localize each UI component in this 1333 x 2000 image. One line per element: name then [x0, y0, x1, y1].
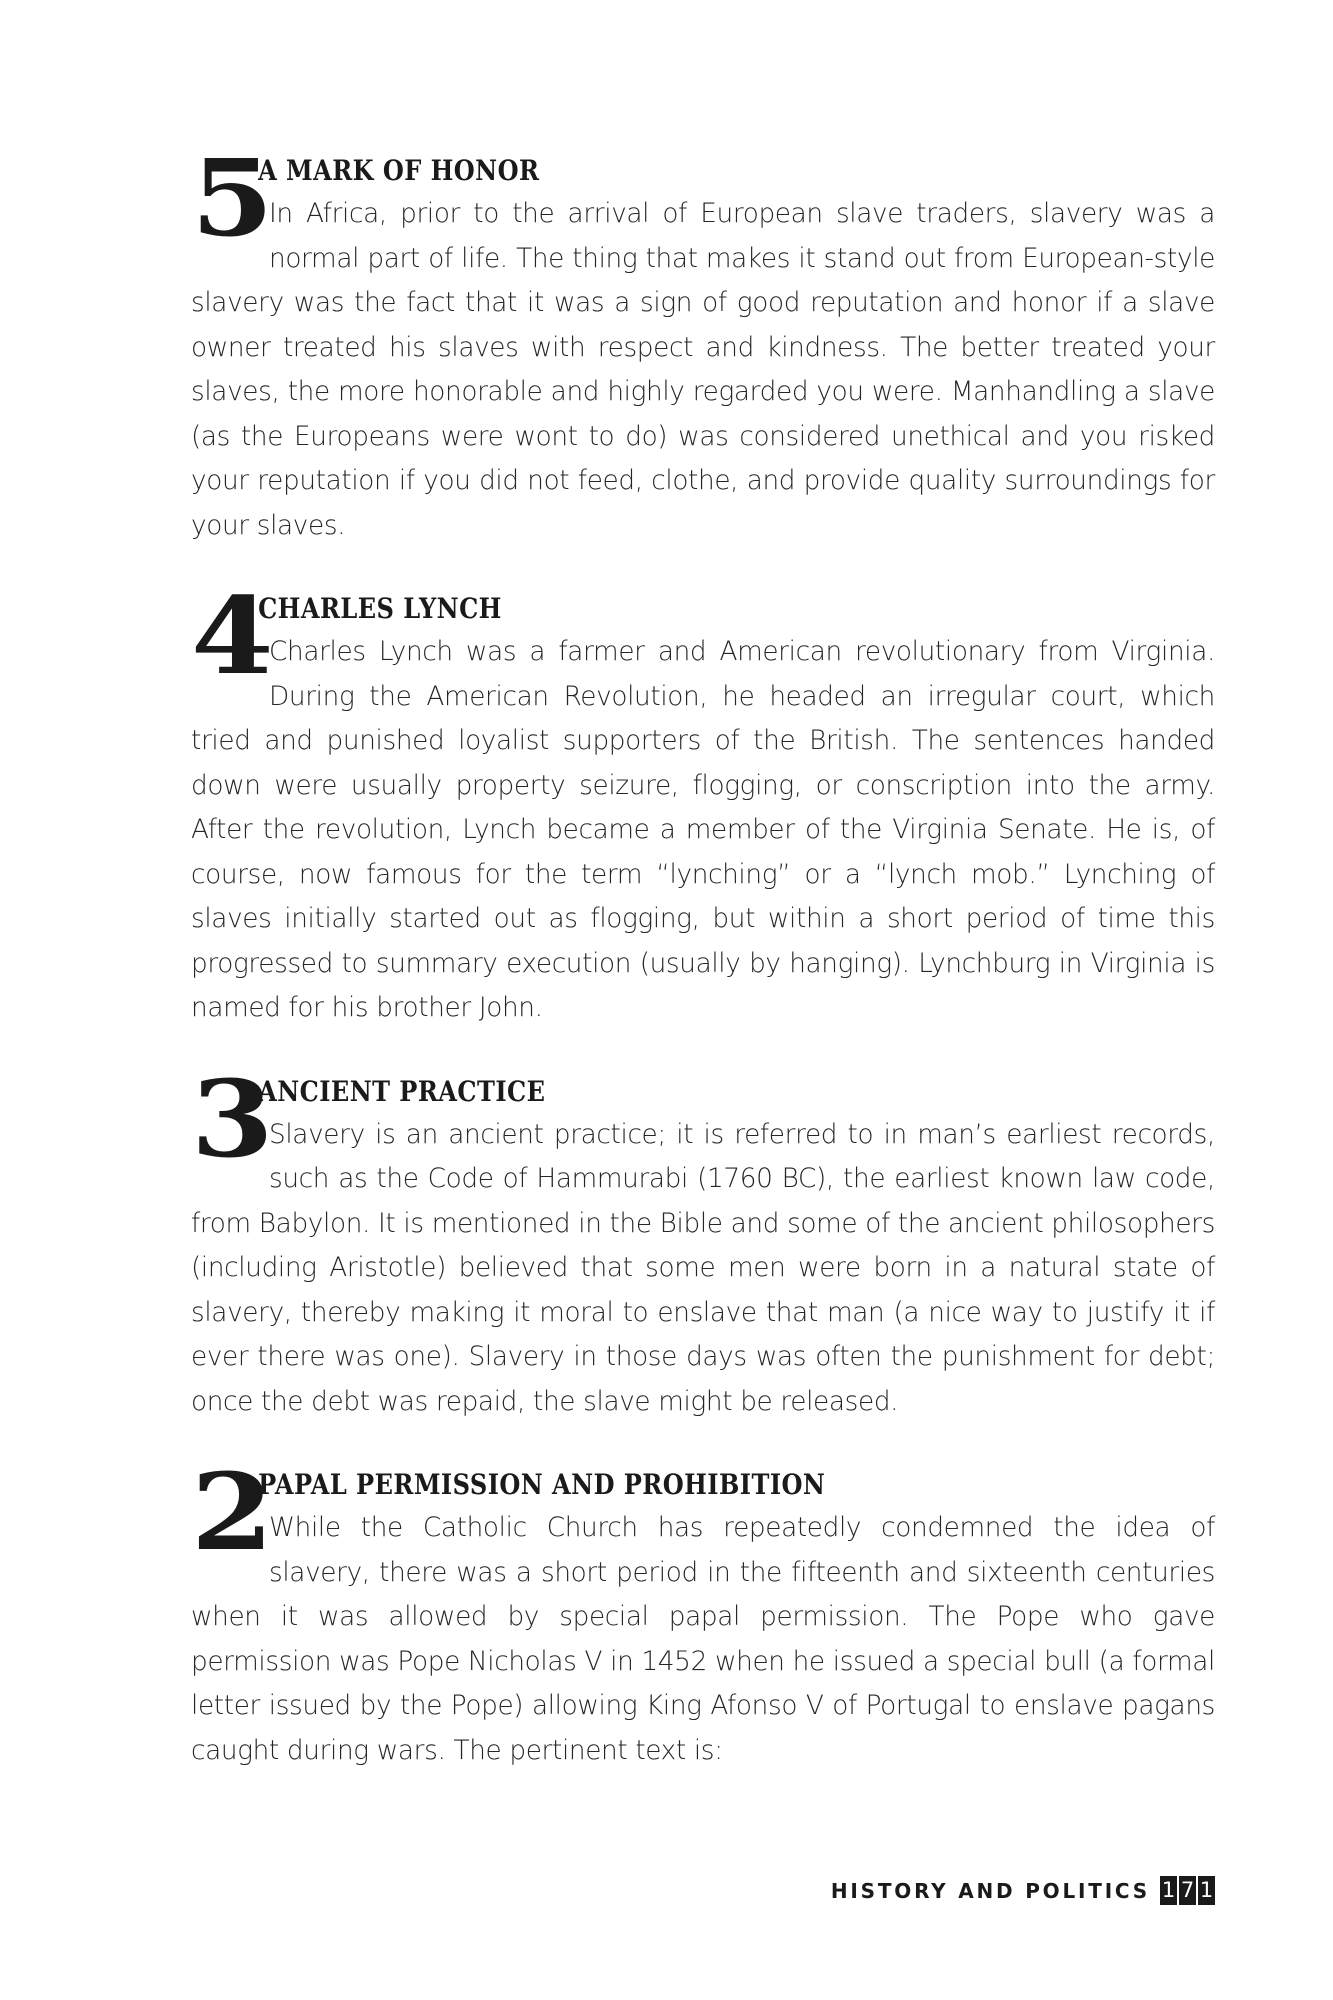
entry-body: In Africa, prior to the arrival of European slave traders, slavery was a normal part of life. The thing that makes it stand out from European-style slavery was the fact that it was a sign of good reputation and honor if a slave owner treated his slaves with respect and kindness. The better treated your slaves, the more honorable and highly regarded you were. Manhandling a slave (as the Europeans were wont to do) was considered unethical and you risked your reputation if you did not feed, clothe, and provide quality surroundings for your slaves. — [191, 199, 1215, 541]
entry-number: 3 — [191, 1055, 272, 1181]
entry-title: A MARK OF HONOR — [258, 154, 540, 187]
running-footer-section: HISTORY AND POLITICS — [830, 1878, 1150, 1903]
entry-number: 4 — [191, 573, 272, 698]
entry-body: Charles Lynch was a farmer and American revolutionary from Virginia. During the American Revolution, he headed an irregular court, which tried and punished loyalist supporters of the British. The sentences handed down were usually property seizure, flogging, or conscription into the army. After the revolution, Lynch became a member of the Virginia Senate. He is, of course, now famous for the term “lynching” or a “lynch mob.” Lynching of slaves initially started out as flogging, but within a short period of time this progressed to summary execution (usually by hanging). Lynchburg in Virginia is named for his brother John. — [191, 637, 1215, 1023]
page-number-digit: 1 — [1198, 1876, 1215, 1905]
page-content — [191, 135, 1215, 1815]
page-number — [1158, 1876, 1215, 1905]
entry-3 — [191, 1055, 1215, 1425]
page-footer — [831, 1876, 1215, 1905]
entry-4 — [191, 573, 1215, 1031]
entry-number: 2 — [191, 1449, 272, 1574]
entry-title: PAPAL PERMISSION AND PROHIBITION — [258, 1468, 826, 1501]
entry-title: ANCIENT PRACTICE — [258, 1074, 546, 1108]
entry-5 — [191, 135, 1215, 548]
entry-body: While the Catholic Church has repeatedly condemned the idea of slavery, there was a short period in the fifteenth and sixteenth centuries when it was allowed by special papal permission. The Pope who gave permission was Pope Nicholas V in 1452 when he issued a special bull (a formal letter issued by the Pope) allowing King Afonso V of Portugal to enslave pagans caught during wars. The pertinent text is: — [191, 1513, 1215, 1766]
page-number-digit: 1 — [1160, 1876, 1177, 1905]
entry-body: Slavery is an ancient practice; it is referred to in man’s earliest records, such as the Code of Hammurabi (1760 BC), the earliest known law code, from Babylon. It is mentioned in the Bible and some of the ancient philosophers (including Aristotle) believed that some men were born in a natural state of slavery, thereby making it moral to enslave that man (a nice way to justify it if ever there was one). Slavery in those days was often the punishment for debt; once the debt was repaid, the slave might be released. — [191, 1119, 1215, 1417]
entry-title: CHARLES LYNCH — [258, 592, 502, 625]
page-number-digit: 7 — [1179, 1876, 1196, 1905]
entry-number: 5 — [191, 135, 272, 260]
entry-2 — [191, 1449, 1215, 1773]
